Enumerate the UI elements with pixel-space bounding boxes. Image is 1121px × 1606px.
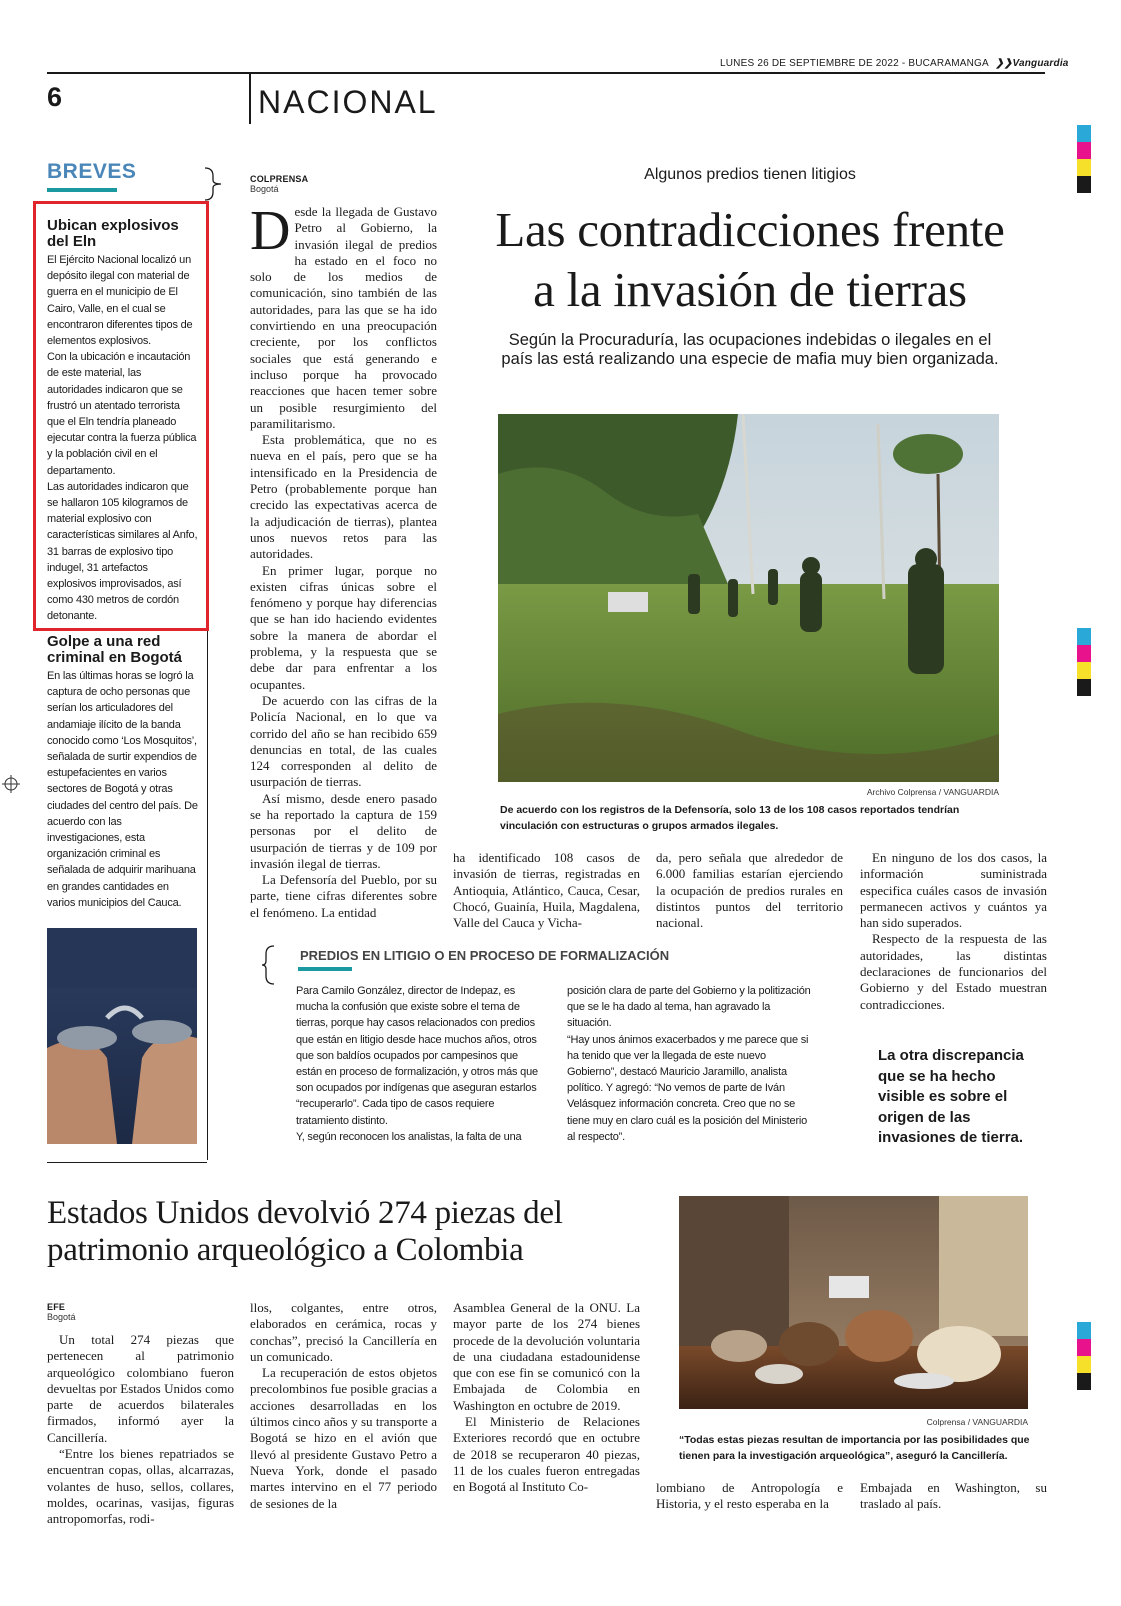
main-paragraph: Así mismo, desde enero pasado se ha reportado la captura de 159 personas por el delito de usurpación de tierras y de 109 por invasión ilegal de tierras.	[250, 790, 437, 871]
main-paragraph: esde la llegada de Gustavo Petro al Gobierno, la invasión ilegal de predios ha estado en el foco no solo de los medios de comunicación, sino también de las autoridades, para las que se ha ido convirtiendo en una preocupación creciente, por los conflictos sociales que está generando e incluso porque ha provocado reacciones que hacen temer sobre un posible resurgimiento del paramilitarismo.	[250, 204, 437, 431]
handcuffs-photo	[47, 928, 197, 1144]
color-registration-bar-middle	[1077, 628, 1091, 696]
sidebar-bracket-icon	[262, 944, 282, 991]
second-headline-line1: Estados Unidos devolvió 274 piezas del	[47, 1195, 563, 1231]
section-separator-rule	[47, 1162, 207, 1163]
dateline-text: LUNES 26 DE SEPTIEMBRE DE 2022 - BUCARAMANGA	[720, 58, 989, 69]
second-paragraph: lombiano de Antropología e Historia, y el resto esperaba en la	[656, 1480, 843, 1512]
second-column-5	[860, 1480, 1047, 1513]
main-paragraph: ha identificado 108 casos de invasión de tierras, registradas en Antioquia, Atlántico, Cauca, Cesar, Chocó, Guainía, Huila, Magdalena, Valle del Cauca y Vicha-	[453, 850, 640, 931]
second-paragraph: Un total 274 piezas que pertenecen al patrimonio arqueológico colombiano fueron devueltas por Estados Unidos como parte de acuerdos bilaterales firmados, informó ayer la Cancillería.	[47, 1332, 234, 1445]
main-byline-city: Bogotá	[250, 184, 279, 194]
second-photo-credit: Colprensa / VANGUARDIA	[926, 1417, 1028, 1427]
breve-paragraph: Con la ubicación e incautación de este material, las autoridades indicaron que se frustró un atentado terrorista que el Eln tendría planeado ejecutar contra la fuerza pública y la población civil en el departamento.	[47, 351, 197, 477]
main-paragraph: La Defensoría del Pueblo, por su parte, tiene cifras diferentes sobre el fenómeno. La entidad	[250, 872, 437, 920]
second-paragraph: “Entre los bienes repatriados se encuentran copas, ollas, alcarrazas, volantes de huso, sellos, collares, moldes, ocarinas, vasijas, figuras antropomorfas, rodi-	[47, 1446, 234, 1527]
main-paragraph: De acuerdo con las cifras de la Policía Nacional, en lo que va corrido del año se han recibido 659 denuncias en total, de las cuales 124 corresponden al delito de usurpación de tierras.	[250, 692, 437, 790]
main-photo-credit: Archivo Colprensa / VANGUARDIA	[866, 787, 999, 797]
second-photo-caption: “Todas estas piezas resultan de importancia por las posibilidades que tienen para la investigación arqueológica”, aseguró la Cancillería.	[679, 1434, 1030, 1462]
main-column-2	[453, 850, 640, 931]
main-kicker: Algunos predios tienen litigios	[644, 166, 856, 183]
sidebar-paragraph: Para Camilo González, director de Indepaz, es mucha la confusión que existe sobre el tema de tierras, porque hay casos relacionados con predios que están en litigio desde hace muchos años, otros que son baldíos ocupados por campesinos que están en proceso de formalización, y otros más que son ocupados por indígenas que aseguran estarlos “recuperarlo”. Cada tipo de casos requiere tratamiento distinto.	[296, 985, 538, 1127]
archaeological-pieces-photo	[679, 1196, 1028, 1409]
brand-name: Vanguardia	[1012, 58, 1069, 69]
main-paragraph: Respecto de la respuesta de las autoridades, las distintas declaraciones de funcionarios del Gobierno y del Estado muestran contradicciones.	[860, 931, 1047, 1012]
second-headline-line2: patrimonio arqueológico a Colombia	[47, 1232, 524, 1268]
second-paragraph: Asamblea General de la ONU. La mayor parte de los 274 bienes procede de la devolución voluntaria de una ciudadana estadounidense que con ese fin se comunicó con la Embajada de Colombia en Washington en octubre de 2019.	[453, 1300, 640, 1413]
second-byline-city: Bogotá	[47, 1312, 76, 1322]
sidebar-paragraph: posición clara de parte del Gobierno y la politización que se le ha dado al tema, han agravado la situación.	[567, 985, 811, 1030]
breves-label: BREVES	[47, 160, 137, 183]
header-rule	[47, 72, 1045, 74]
second-paragraph: llos, colgantes, entre otros, elaborados en cerámica, rocas y conchas”, precisó la Cancillería en un comunicado.	[250, 1300, 437, 1364]
header-divider	[249, 74, 251, 124]
breve-paragraph: Las autoridades indicaron que se hallaron 105 kilogramos de material explosivo con características similares al Anfo, 31 barras de explosivo tipo indugel, 31 artefactos explosivos improvisados, así como 430 metros de cordón detonante.	[47, 480, 198, 623]
second-paragraph: Embajada en Washington, su traslado al país.	[860, 1480, 1047, 1512]
main-dropcap: D	[250, 200, 291, 262]
breve-title: Golpe a una red criminal en Bogotá	[47, 633, 183, 666]
main-column-3	[656, 850, 843, 931]
sidebar-column-2	[567, 983, 811, 1145]
dateline	[720, 58, 1069, 69]
main-paragraph: En ninguno de los dos casos, la información suministrada especifica cuáles casos de invasión permanecen activos y cuántos ya han sido superados.	[860, 850, 1047, 931]
breve-item-explosivos	[47, 218, 199, 625]
sidebar-paragraph: Y, según reconocen los analistas, la falta de una	[296, 1130, 522, 1143]
second-headline	[47, 1195, 667, 1269]
crosshair-mark-icon	[2, 775, 20, 793]
second-byline-org: EFE	[47, 1302, 66, 1312]
sidebar-paragraph: “Hay unos ánimos exacerbados y me parece que si ha tenido que ver la llegada de este nuevo Gobierno”, destacó Mauricio Jaramillo, analista político. Y agregó: “No vemos de parte de Iván Velásquez información concreta. Creo que no se tiene muy en claro cuál es la posición del Ministerio al respecto”.	[567, 1033, 809, 1143]
main-column-1	[250, 200, 437, 921]
main-column-4	[860, 850, 1047, 1013]
second-column-2	[250, 1300, 437, 1512]
main-paragraph: En primer lugar, porque no existen cifras únicas sobre el fenómeno y porque hay diferencias que se han ido haciendo evidentes sobre la manera de abordar el problema, y la respuesta que se debe dar para enfrentar a los ocupantes.	[250, 562, 437, 692]
main-byline-org: COLPRENSA	[250, 174, 309, 184]
second-column-1	[47, 1332, 234, 1528]
second-column-4	[656, 1480, 843, 1513]
breves-underline	[47, 188, 117, 192]
sidebar-title: PREDIOS EN LITIGIO O EN PROCESO DE FORMALIZACIÓN	[300, 948, 670, 963]
main-photo-caption: De acuerdo con los registros de la Defensoría, solo 13 de los 108 casos reportados tendrían vinculación con estructuras o grupos armados ilegales.	[500, 804, 960, 832]
soldiers-field-photo	[498, 414, 999, 782]
main-headline-line1: Las contradicciones frente	[495, 202, 1005, 257]
main-deck: Según la Procuraduría, las ocupaciones indebidas o ilegales en el país las está realizando una especie de mafia muy bien organizada.	[501, 331, 999, 368]
main-headline	[450, 200, 1050, 320]
main-paragraph: da, pero señala que alrededor de 6.000 familias estarían ejerciendo la ocupación de predios rurales en distintos puntos del territorio nacional.	[656, 850, 843, 931]
main-pullquote: La otra discrepancia que se ha hecho visible es sobre el origen de las invasiones de tierra.	[878, 1047, 1024, 1146]
second-paragraph: La recuperación de estos objetos precolombinos fue posible gracias a acciones desarrolladas en los últimos cinco años y su transporte a Bogotá se hizo en el avión que llevó al presidente Gustavo Petro a Nueva York, donde el pasado martes intervino en el 77 periodo de sesiones de la	[250, 1365, 437, 1511]
second-column-3	[453, 1300, 640, 1496]
sidebar-column-1	[296, 983, 540, 1145]
second-paragraph: El Ministerio de Relaciones Exteriores recordó que en octubre de 2018 se recuperaron 40 piezas, 11 de los cuales fueron entregadas en Bogotá al Instituto Co-	[453, 1414, 640, 1495]
breve-paragraph: El Ejército Nacional localizó un depósito ilegal con material de guerra en el municipio de El Cairo, Valle, en el cual se encontraron diferentes tipos de elementos explosivos.	[47, 254, 193, 348]
main-paragraph: Esta problemática, que no es nueva en el país, pero que se ha intensificado en la Presidencia de Petro (probablemente porque han crecido las expectativas acerca de la adjudicación de tierras), plantea unos nuevos retos para las autoridades.	[250, 432, 437, 562]
sidebar-title-underline	[298, 967, 352, 971]
breve-paragraph: En las últimas horas se logró la captura de ocho personas que serían los articuladores del andamiaje ilícito de la banda conocido como ‘Los Mosquitos’, señalada de surtir expendios de estupefacientes en varios sectores de Bogotá y otras ciudades del centro del país. De acuerdo con las investigaciones, esta organización criminal es señalada de adquirir marihuana en grandes cantidades en varios municipios del Cauca.	[47, 670, 198, 909]
color-registration-bar-bottom	[1077, 1322, 1091, 1390]
breve-item-red-criminal	[47, 634, 199, 911]
brand-logo: ❯❯Vanguardia	[995, 58, 1069, 69]
page-number: 6	[47, 82, 63, 112]
breve-title: Ubican explosivos del Eln	[47, 217, 179, 250]
section-title: NACIONAL	[258, 84, 438, 120]
main-headline-line2: a la invasión de tierras	[533, 262, 967, 317]
color-registration-bar-top	[1077, 125, 1091, 193]
